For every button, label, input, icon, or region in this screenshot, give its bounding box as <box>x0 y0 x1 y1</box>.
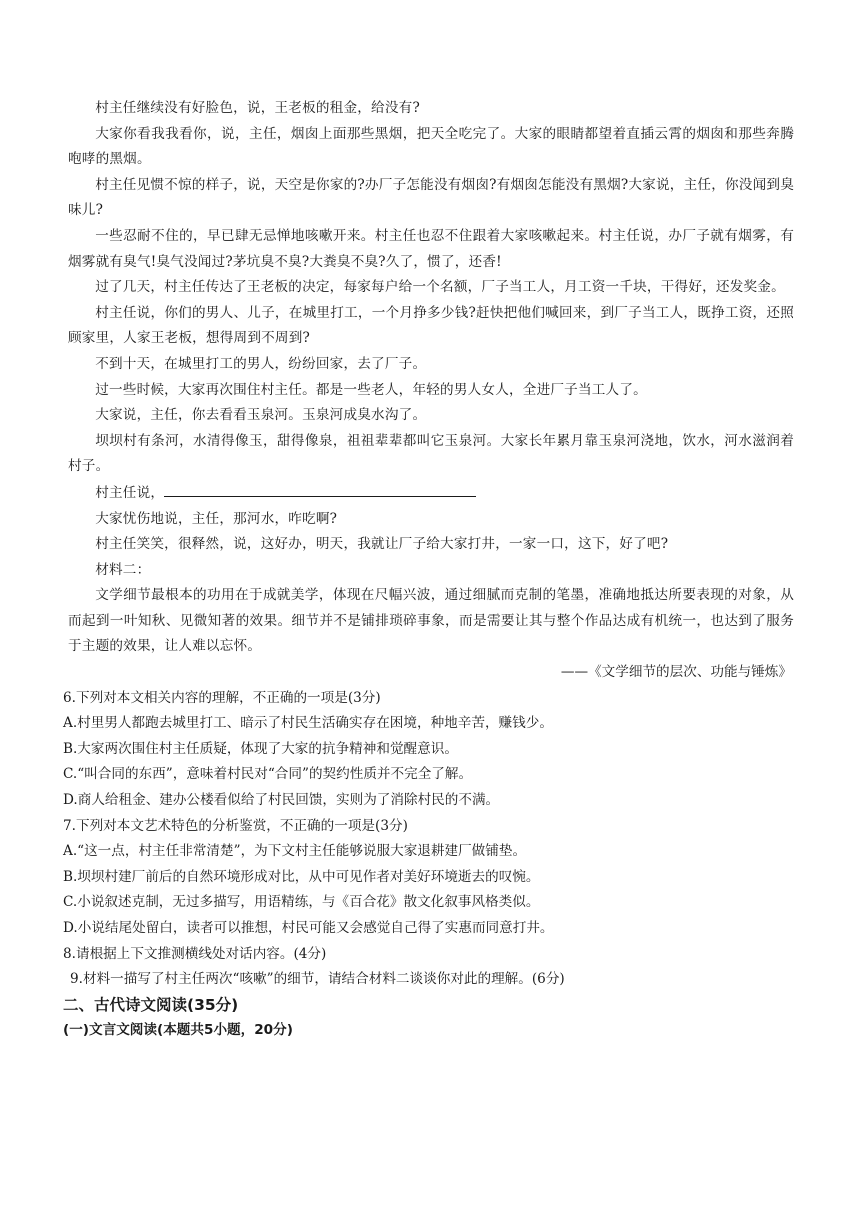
blank-dialogue-line <box>68 480 794 507</box>
question-stem: 6.下列对本文相关内容的理解，不正确的一项是(3分) <box>63 689 381 706</box>
option-d: D.商人给租金、建办公楼看似给了村民回馈，实则为了消除村民的不满。 <box>63 792 500 809</box>
option-a: A.“这一点，村主任非常清楚”，为下文村主任能够说服大家退耕建厂做铺垫。 <box>63 843 527 860</box>
option-d: D.小说结尾处留白，读者可以推想，村民可能又会感觉自己得了实惠而同意打井。 <box>63 920 554 936</box>
material2-text: 文学细节最根本的功用在于成就美学，体现在尺幅兴波，通过细腻而克制的笔墨，准确地抵达所要表现的对象，从而起到一叶知秋、见微知著的效果。细节并不是铺排琐碎事象，而是需要让其与整个作品达成有机统一，也达到了服务于主题的效果，让人难以忘怀。 <box>68 587 794 655</box>
section-2 <box>63 993 794 1042</box>
blank-prefix: 村主任说， <box>95 484 165 501</box>
option-a: A.村里男人都跑去城里打工、暗示了村民生活确实存在困境，种地辛苦，赚钱少。 <box>63 715 553 732</box>
passage-paragraph: 村主任笑笑，很释然，说，这好办，明天，我就让厂子给大家打井，一家一口，这下，好了吧? <box>95 536 669 553</box>
option-b: B.坝坝村建厂前后的自然环境形成对比，从中可见作者对美好环境逝去的叹惋。 <box>63 868 540 885</box>
question-9 <box>63 967 794 993</box>
option-c: C.“叫合同的东西”，意味着村民对“合同”的契约性质并不完全了解。 <box>63 766 473 783</box>
passage-paragraph: 大家忧伤地说，主任，那河水，咋吃啊? <box>95 510 338 527</box>
passage-paragraph: 村主任说，你们的男人、儿子，在城里打工，一个月挣多少钱?赶快把他们喊回来，到厂子当工人，既挣工资，还照顾家里，人家王老板，想得周到不周到? <box>68 304 794 347</box>
question-stem: 9.材料一描写了村主任两次“咳嗽”的细节，请结合材料二谈谈你对此的理解。(6分) <box>70 971 565 988</box>
material2-source: ——《文学细节的层次、功能与锤炼》 <box>560 664 792 681</box>
fill-in-blank <box>164 480 476 497</box>
question-6 <box>63 686 794 814</box>
question-8 <box>63 942 794 968</box>
passage-paragraph: 坝坝村有条河，水清得像玉，甜得像泉，祖祖辈辈都叫它玉泉河。大家长年累月靠玉泉河浇地，饮水，河水滋润着村子。 <box>68 432 794 475</box>
passage-paragraph: 村主任见惯不惊的样子，说，天空是你家的?办厂子怎能没有烟囱?有烟囱怎能没有黑烟?大家说，主任，你没闻到臭味儿? <box>68 176 794 219</box>
exam-page <box>63 96 794 1042</box>
material2-label: 材料二： <box>95 561 151 578</box>
question-7 <box>63 814 794 942</box>
passage-paragraph: 村主任继续没有好脸色，说，王老板的租金，给没有? <box>95 100 420 116</box>
passage-paragraph: 过了几天，村主任传达了王老板的决定，每家每户给一个名额，厂子当工人，月工资一千块，干得好，还发奖金。 <box>95 279 785 296</box>
passage-paragraph: 大家说，主任，你去看看玉泉河。玉泉河成臭水沟了。 <box>95 407 427 424</box>
passage-paragraph: 一些忍耐不住的，早已肆无忌惮地咳嗽开来。村主任也忍不住跟着大家咳嗽起来。村主任说，办厂子就有烟雾，有烟雾就有臭气!臭气没闻过?茅坑臭不臭?大粪臭不臭?久了，惯了，还香! <box>68 227 794 270</box>
question-stem: 7.下列对本文艺术特色的分析鉴赏，不正确的一项是(3分) <box>63 817 408 834</box>
passage-paragraph: 不到十天，在城里打工的男人，纷纷回家，去了厂子。 <box>95 355 427 372</box>
option-c: C.小说叙述克制，无过多描写，用语精练，与《百合花》散文化叙事风格类似。 <box>63 894 540 911</box>
question-stem: 8.请根据上下文推测横线处对话内容。(4分) <box>63 945 327 962</box>
passage-paragraph: 大家你看我我看你，说，主任，烟囱上面那些黑烟，把天全吃完了。大家的眼睛都望着直插云霄的烟囱和那些奔腾咆哮的黑烟。 <box>68 125 794 168</box>
option-b: B.大家两次围住村主任质疑，体现了大家的抗争精神和觉醒意识。 <box>63 740 458 757</box>
section-heading: 二、古代诗文阅读(35分) <box>63 995 239 1014</box>
section-subheading: (一)文言文阅读(本题共5小题，20分) <box>63 1021 293 1038</box>
passage-paragraph: 过一些时候，大家再次围住村主任。都是一些老人，年轻的男人女人，全进厂子当工人了。 <box>95 381 647 398</box>
